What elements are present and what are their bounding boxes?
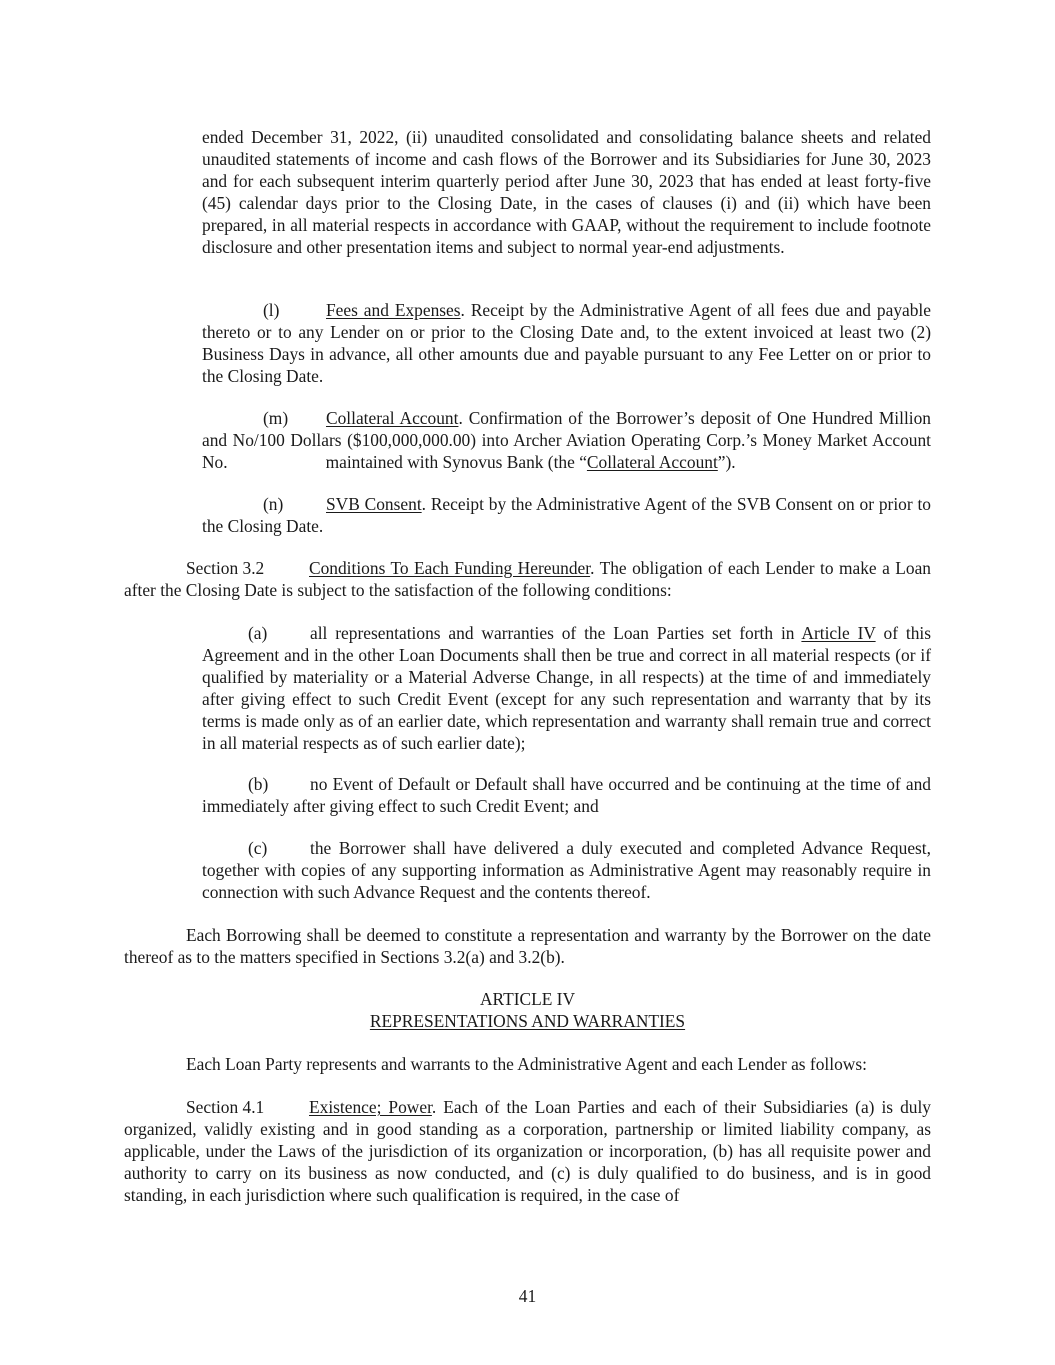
- clause-c-label: (c): [248, 838, 268, 858]
- clause-n-label: (n): [263, 494, 284, 514]
- clause-m-label: (m): [263, 408, 289, 428]
- borrowing-paragraph: Each Borrowing shall be deemed to constitute a representation and warranty by the Borrower on the date thereof as to the matters specified in Sections 3.2(a) and 3.2(b).: [124, 925, 931, 967]
- clause-n: (n) SVB Consent. Receipt by the Administrative Agent of the SVB Consent on or prior to the Closing Date.: [202, 494, 931, 536]
- section-4-1-number: Section 4.1: [186, 1097, 265, 1117]
- clause-a: (a) all representations and warranties of the Loan Parties set forth in Article IV of this Agreement and in the other Loan Documents shall then be true and correct in all material respects (or if qualified by materiality or a Material Adverse Change, in all respects) at the time of and immediately after giving effect to such Credit Event (except for any such representation and warranty that by its terms is made only as of an earlier date, which representation and warranty shall remain true and correct in all material respects as of such earlier date);: [202, 623, 931, 753]
- section-3-2-title: Conditions To Each Funding Hereunder: [309, 558, 591, 578]
- section-4-1-title: Existence; Power: [309, 1097, 432, 1117]
- clause-b: (b) no Event of Default or Default shall have occurred and be continuing at the time of and immediately after giving effect to such Credit Event; and: [202, 774, 931, 816]
- clause-c: (c) the Borrower shall have delivered a duly executed and completed Advance Request, together with copies of any supporting information as Administrative Agent may reasonably require in connection with such Advance Request and the contents thereof.: [202, 838, 931, 902]
- collateral-account-term: Collateral Account: [586, 452, 718, 472]
- article-title: REPRESENTATIONS AND WARRANTIES: [369, 1011, 686, 1031]
- clause-m-title: Collateral Account: [326, 408, 459, 428]
- article-heading: ARTICLE IV: [479, 989, 576, 1009]
- section-3-2: Section 3.2 Conditions To Each Funding Hereunder. The obligation of each Lender to make a Loan after the Closing Date is subject to the satisfaction of the following conditions:: [124, 558, 931, 600]
- clause-a-label: (a): [248, 623, 268, 643]
- section-4-1: Section 4.1 Existence; Power. Each of the Loan Parties and each of their Subsidiaries (a) is duly organized, validly existing and in good standing as a corporation, partnership or limited liability company, as applicable, under the Laws of the jurisdiction of its organization or incorporation, (b) has all requisite power and authority to carry on its business as now conducted, and (c) is duly qualified to do business, and is in good standing, in each jurisdiction where such qualification is required, in the case of: [124, 1097, 931, 1205]
- clause-b-label: (b): [248, 774, 269, 794]
- intro-paragraph: ended December 31, 2022, (ii) unaudited consolidated and consolidating balance sheets and related unaudited statements of income and cash flows of the Borrower and its Subsidiaries for June 30, 2023 and for each subsequent interim quarterly period after June 30, 2023 that has ended at least forty-five (45) calendar days prior to the Closing Date, in the cases of clauses (i) and (ii) which have been prepared, in all material respects in accordance with GAAP, without the requirement to include footnote disclosure and other presentation items and subject to normal year-end adjustments.: [202, 127, 931, 257]
- clause-n-title: SVB Consent: [326, 494, 422, 514]
- section-3-2-number: Section 3.2: [186, 558, 265, 578]
- article-iv-link[interactable]: Article IV: [801, 623, 876, 643]
- clause-l-title: Fees and Expenses: [326, 300, 461, 320]
- page-number: 41: [518, 1286, 537, 1306]
- reps-intro: Each Loan Party represents and warrants to the Administrative Agent and each Lender as follows:: [186, 1054, 867, 1074]
- clause-m: (m) Collateral Account. Confirmation of the Borrower’s deposit of One Hundred Million and No/100 Dollars ($100,000,000.00) into Archer Aviation Operating Corp.’s Money Market Account No. maintained with Synovus Bank (the “Collateral Account”).: [202, 408, 931, 472]
- clause-l: (l) Fees and Expenses. Receipt by the Administrative Agent of all fees due and payable thereto or to any Lender on or prior to the Closing Date and, to the extent invoiced at least two (2) Business Days in advance, all other amounts due and payable pursuant to any Fee Letter on or prior to the Closing Date.: [202, 300, 931, 386]
- clause-l-label: (l): [263, 300, 280, 320]
